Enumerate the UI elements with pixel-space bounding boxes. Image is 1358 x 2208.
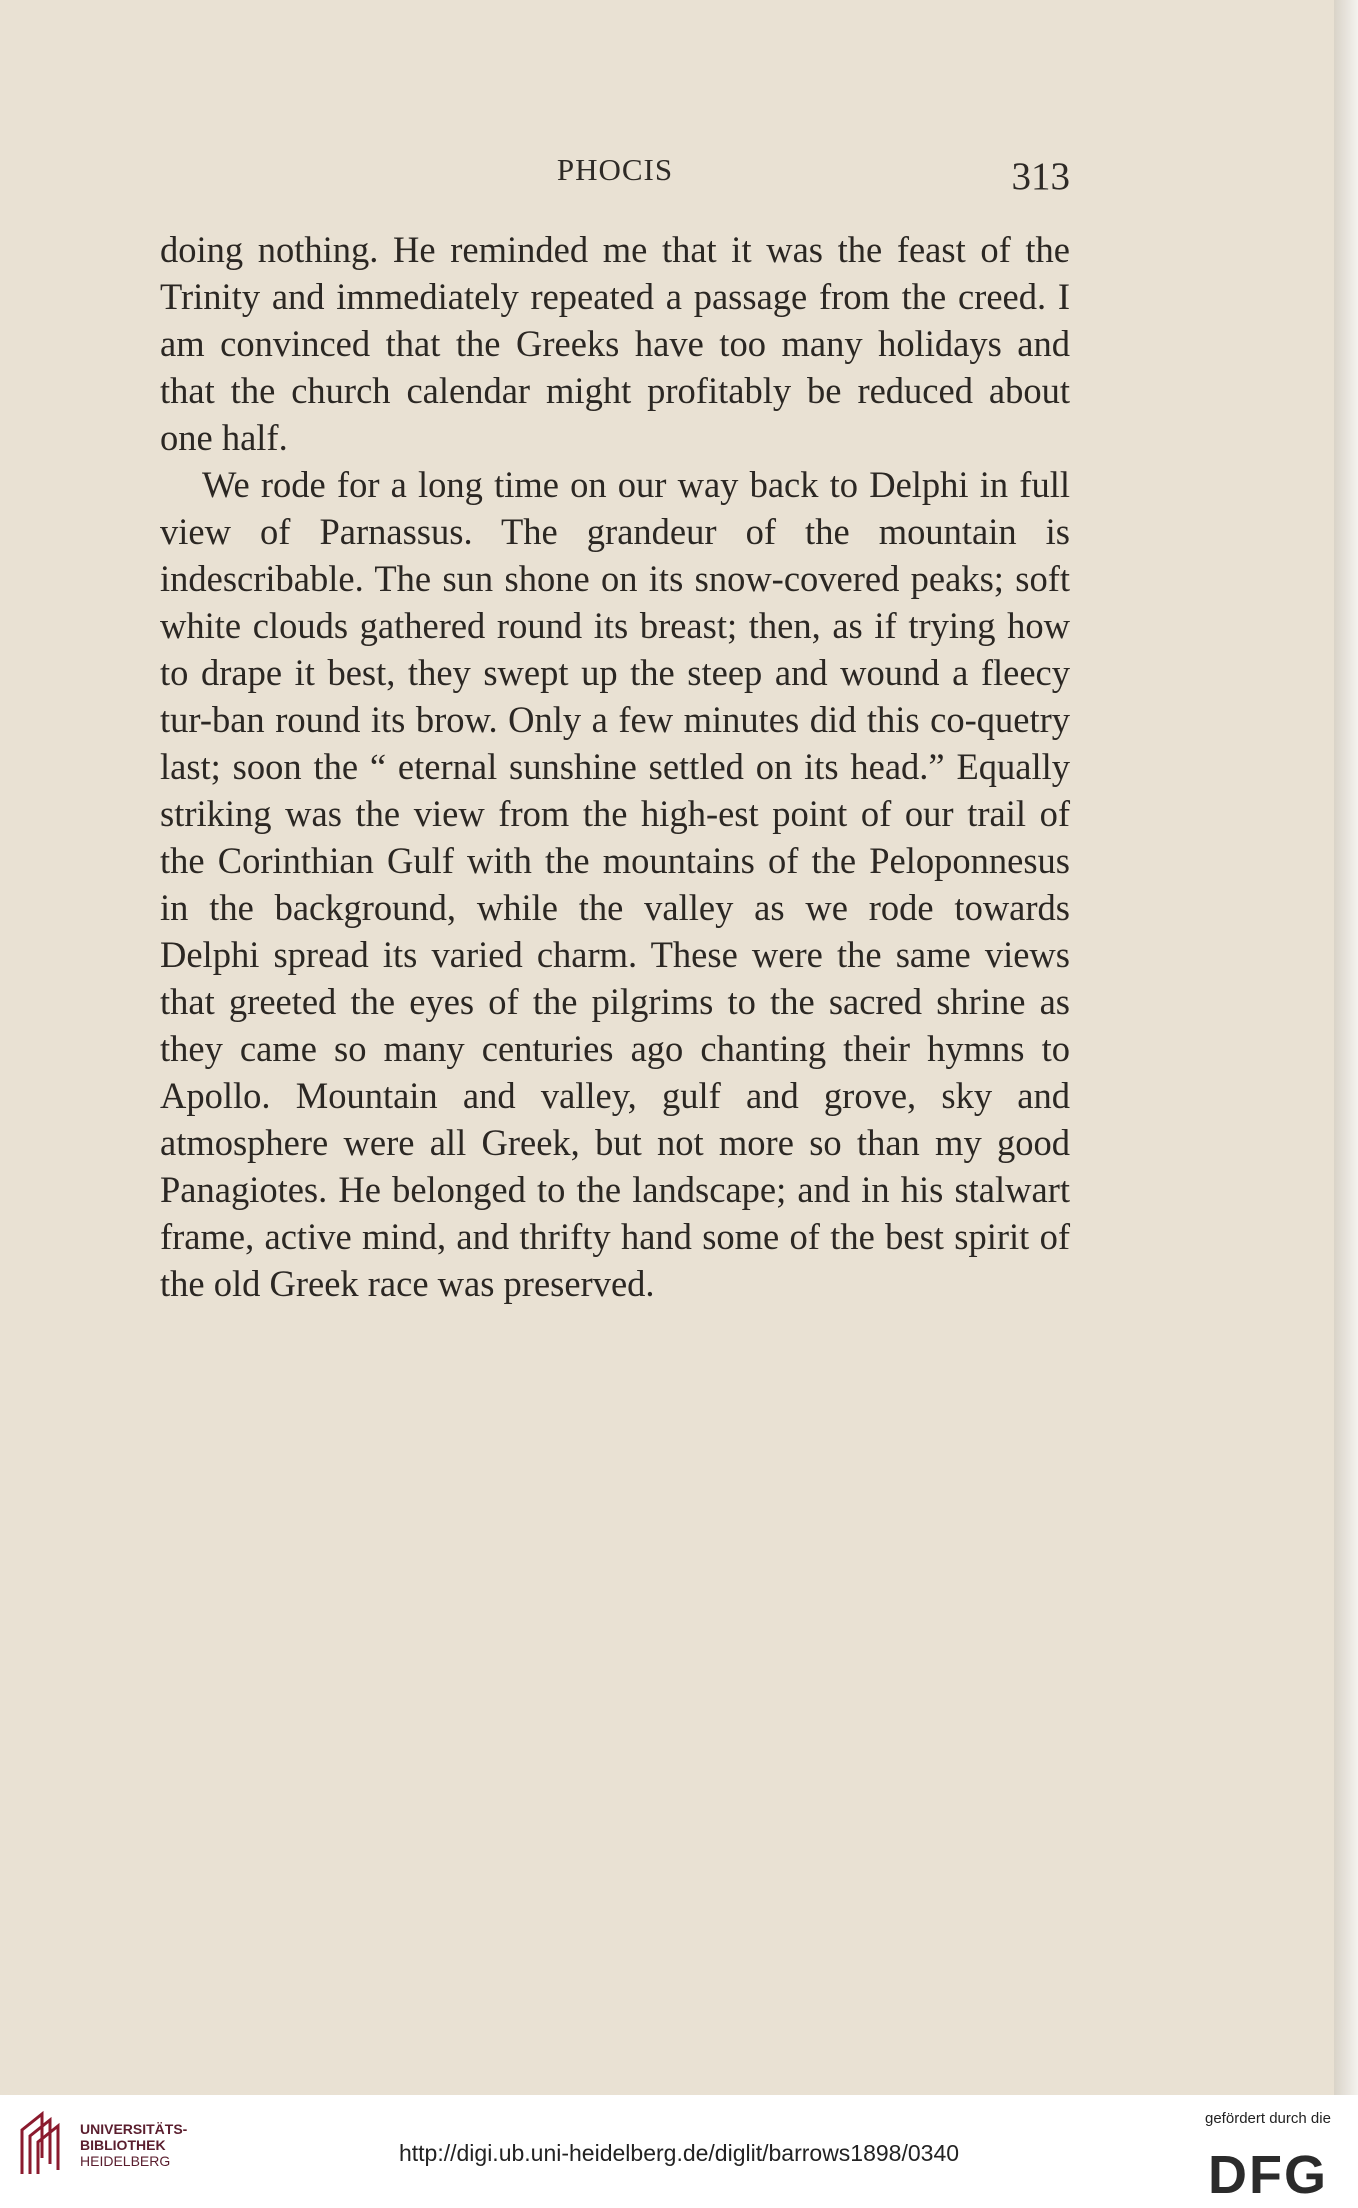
running-title: PHOCIS xyxy=(556,152,674,187)
paragraph-1: doing nothing. He reminded me that it was the feast of the Trinity and immediately repeated a passage from the creed. I am convinced that the Greeks have too many holidays and that the church calendar might profitably be reduced about one half. xyxy=(160,229,1070,458)
page-edge xyxy=(1334,0,1358,2095)
library-line-2: BIBLIOTHEK xyxy=(80,2137,166,2153)
body-text xyxy=(160,226,1070,1307)
library-line-1: UNIVERSITÄTS- xyxy=(80,2121,188,2137)
library-line-3: HEIDELBERG xyxy=(80,2153,171,2169)
page-number: 313 xyxy=(1011,155,1070,198)
funded-by-label: gefördert durch die xyxy=(1205,2110,1331,2127)
dfg-logo: DFG xyxy=(1208,2145,1328,2205)
paragraph-2: We rode for a long time on our way back to Delphi in full view of Parnassus. The grandeur of the mountain is indescribable. The sun shone on its snow-covered peaks; soft white clouds gathered round its breast; then, as if trying how to drape it best, they swept up the steep and wound a fleecy tur-ban round its brow. Only a few minutes did this co-quetry last; soon the “ eternal sunshine settled on its head.” Equally striking was the view from the high-est point of our trail of the Corinthian Gulf with the mountains of the Peloponnesus in the background, while the valley as we rode towards Delphi spread its varied charm. These were the same views that greeted the eyes of the pilgrims to the sacred shrine as they came so many centuries ago chanting their hymns to Apollo. Mountain and valley, gulf and grove, sky and atmosphere were all Greek, but not more so than my good Panagiotes. He belonged to the landscape; and in his stalwart frame, active mind, and thrifty hand some of the best spirit of the old Greek race was preserved. xyxy=(160,464,1070,1304)
source-url[interactable]: http://digi.ub.uni-heidelberg.de/diglit/barrows1898/0340 xyxy=(398,2140,960,2166)
running-head xyxy=(160,148,1070,198)
